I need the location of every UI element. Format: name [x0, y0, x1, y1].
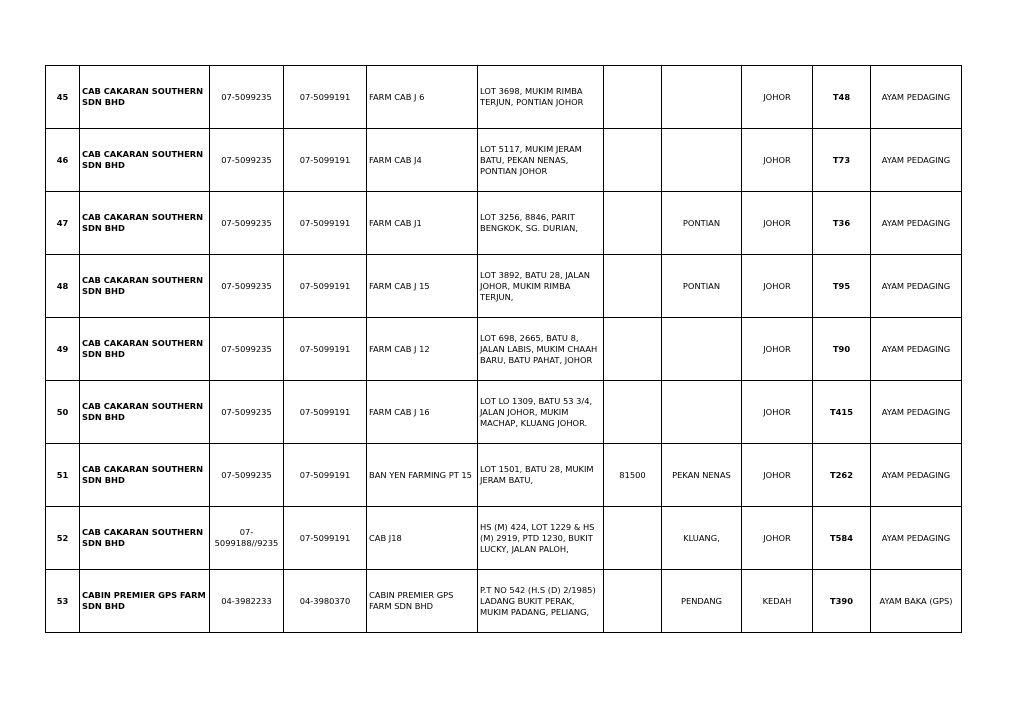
fax-number-cell: 07-5099191 [284, 318, 367, 381]
town-cell: PENDANG [662, 570, 742, 633]
row-number-cell: 47 [46, 192, 80, 255]
poultry-type-cell: AYAM PEDAGING [871, 444, 962, 507]
telephone-cell: 07-5099235 [210, 66, 284, 129]
table-row [46, 507, 962, 570]
farm-name-cell: FARM CAB J 15 [367, 255, 478, 318]
row-number-cell: 49 [46, 318, 80, 381]
farm-address-cell: LOT 1501, BATU 28, MUKIM JERAM BATU, [478, 444, 604, 507]
company-name-cell: CAB CAKARAN SOUTHERN SDN BHD [80, 444, 210, 507]
registration-code-cell: T73 [813, 129, 871, 192]
state-cell: JOHOR [742, 255, 813, 318]
farm-name-cell: FARM CAB J 16 [367, 381, 478, 444]
fax-number-cell: 07-5099191 [284, 66, 367, 129]
table-row [46, 381, 962, 444]
registration-code-cell: T390 [813, 570, 871, 633]
poultry-type-cell: AYAM BAKA (GPS) [871, 570, 962, 633]
row-number-cell: 51 [46, 444, 80, 507]
company-name-cell: CAB CAKARAN SOUTHERN SDN BHD [80, 381, 210, 444]
postcode-cell [604, 507, 662, 570]
fax-number-cell: 07-5099191 [284, 129, 367, 192]
poultry-type-cell: AYAM PEDAGING [871, 381, 962, 444]
state-cell: JOHOR [742, 66, 813, 129]
state-cell: JOHOR [742, 444, 813, 507]
row-number-cell: 46 [46, 129, 80, 192]
fax-number-cell: 07-5099191 [284, 381, 367, 444]
farm-name-cell: BAN YEN FARMING PT 15 [367, 444, 478, 507]
postcode-cell [604, 66, 662, 129]
postcode-cell [604, 381, 662, 444]
town-cell: PONTIAN [662, 255, 742, 318]
farm-name-cell: FARM CAB J 6 [367, 66, 478, 129]
table-row [46, 129, 962, 192]
farm-address-cell: LOT 3892, BATU 28, JALAN JOHOR, MUKIM RIMBA TERJUN, [478, 255, 604, 318]
farm-name-cell: CABIN PREMIER GPS FARM SDN BHD [367, 570, 478, 633]
fax-number-cell: 07-5099191 [284, 444, 367, 507]
table-row [46, 66, 962, 129]
farm-name-cell: FARM CAB J4 [367, 129, 478, 192]
postcode-cell [604, 129, 662, 192]
telephone-cell: 07-5099188//9235 [210, 507, 284, 570]
state-cell: JOHOR [742, 507, 813, 570]
farm-address-cell: LOT 5117, MUKIM JERAM BATU, PEKAN NENAS, PONTIAN JOHOR [478, 129, 604, 192]
postcode-cell [604, 192, 662, 255]
registration-code-cell: T415 [813, 381, 871, 444]
town-cell [662, 129, 742, 192]
farm-address-cell: LOT LO 1309, BATU 53 3/4, JALAN JOHOR, MUKIM MACHAP, KLUANG JOHOR. [478, 381, 604, 444]
telephone-cell: 07-5099235 [210, 381, 284, 444]
company-name-cell: CAB CAKARAN SOUTHERN SDN BHD [80, 192, 210, 255]
state-cell: KEDAH [742, 570, 813, 633]
registration-code-cell: T262 [813, 444, 871, 507]
postcode-cell: 81500 [604, 444, 662, 507]
town-cell [662, 66, 742, 129]
farm-registry-table [45, 65, 962, 633]
telephone-cell: 07-5099235 [210, 129, 284, 192]
farm-address-cell: LOT 3698, MUKIM RIMBA TERJUN, PONTIAN JOHOR [478, 66, 604, 129]
town-cell: KLUANG, [662, 507, 742, 570]
farm-address-cell: P.T NO 542 (H.S (D) 2/1985) LADANG BUKIT PERAK, MUKIM PADANG, PELIANG, [478, 570, 604, 633]
fax-number-cell: 07-5099191 [284, 255, 367, 318]
company-name-cell: CABIN PREMIER GPS FARM SDN BHD [80, 570, 210, 633]
state-cell: JOHOR [742, 381, 813, 444]
town-cell [662, 318, 742, 381]
farm-name-cell: FARM CAB J 12 [367, 318, 478, 381]
farm-name-cell: FARM CAB J1 [367, 192, 478, 255]
poultry-type-cell: AYAM PEDAGING [871, 255, 962, 318]
registration-code-cell: T95 [813, 255, 871, 318]
fax-number-cell: 07-5099191 [284, 192, 367, 255]
state-cell: JOHOR [742, 192, 813, 255]
state-cell: JOHOR [742, 129, 813, 192]
state-cell: JOHOR [742, 318, 813, 381]
town-cell [662, 381, 742, 444]
row-number-cell: 52 [46, 507, 80, 570]
company-name-cell: CAB CAKARAN SOUTHERN SDN BHD [80, 507, 210, 570]
registration-code-cell: T36 [813, 192, 871, 255]
company-name-cell: CAB CAKARAN SOUTHERN SDN BHD [80, 255, 210, 318]
fax-number-cell: 04-3980370 [284, 570, 367, 633]
company-name-cell: CAB CAKARAN SOUTHERN SDN BHD [80, 318, 210, 381]
poultry-type-cell: AYAM PEDAGING [871, 318, 962, 381]
telephone-cell: 07-5099235 [210, 255, 284, 318]
postcode-cell [604, 255, 662, 318]
poultry-type-cell: AYAM PEDAGING [871, 192, 962, 255]
row-number-cell: 48 [46, 255, 80, 318]
row-number-cell: 45 [46, 66, 80, 129]
town-cell: PONTIAN [662, 192, 742, 255]
postcode-cell [604, 570, 662, 633]
telephone-cell: 07-5099235 [210, 192, 284, 255]
table-row [46, 570, 962, 633]
poultry-type-cell: AYAM PEDAGING [871, 507, 962, 570]
company-name-cell: CAB CAKARAN SOUTHERN SDN BHD [80, 129, 210, 192]
table-row [46, 192, 962, 255]
registration-code-cell: T90 [813, 318, 871, 381]
poultry-type-cell: AYAM PEDAGING [871, 66, 962, 129]
telephone-cell: 07-5099235 [210, 444, 284, 507]
table-row [46, 318, 962, 381]
telephone-cell: 04-3982233 [210, 570, 284, 633]
registration-code-cell: T584 [813, 507, 871, 570]
registration-code-cell: T48 [813, 66, 871, 129]
company-name-cell: CAB CAKARAN SOUTHERN SDN BHD [80, 66, 210, 129]
telephone-cell: 07-5099235 [210, 318, 284, 381]
farm-address-cell: LOT 698, 2665, BATU 8, JALAN LABIS, MUKIM CHAAH BARU, BATU PAHAT, JOHOR [478, 318, 604, 381]
fax-number-cell: 07-5099191 [284, 507, 367, 570]
table-row [46, 444, 962, 507]
row-number-cell: 50 [46, 381, 80, 444]
farm-address-cell: HS (M) 424, LOT 1229 & HS (M) 2919, PTD 1230, BUKIT LUCKY, JALAN PALOH, [478, 507, 604, 570]
poultry-type-cell: AYAM PEDAGING [871, 129, 962, 192]
table-row [46, 255, 962, 318]
row-number-cell: 53 [46, 570, 80, 633]
farm-name-cell: CAB J18 [367, 507, 478, 570]
farm-address-cell: LOT 3256, 8846, PARIT BENGKOK, SG. DURIAN, [478, 192, 604, 255]
town-cell: PEKAN NENAS [662, 444, 742, 507]
postcode-cell [604, 318, 662, 381]
